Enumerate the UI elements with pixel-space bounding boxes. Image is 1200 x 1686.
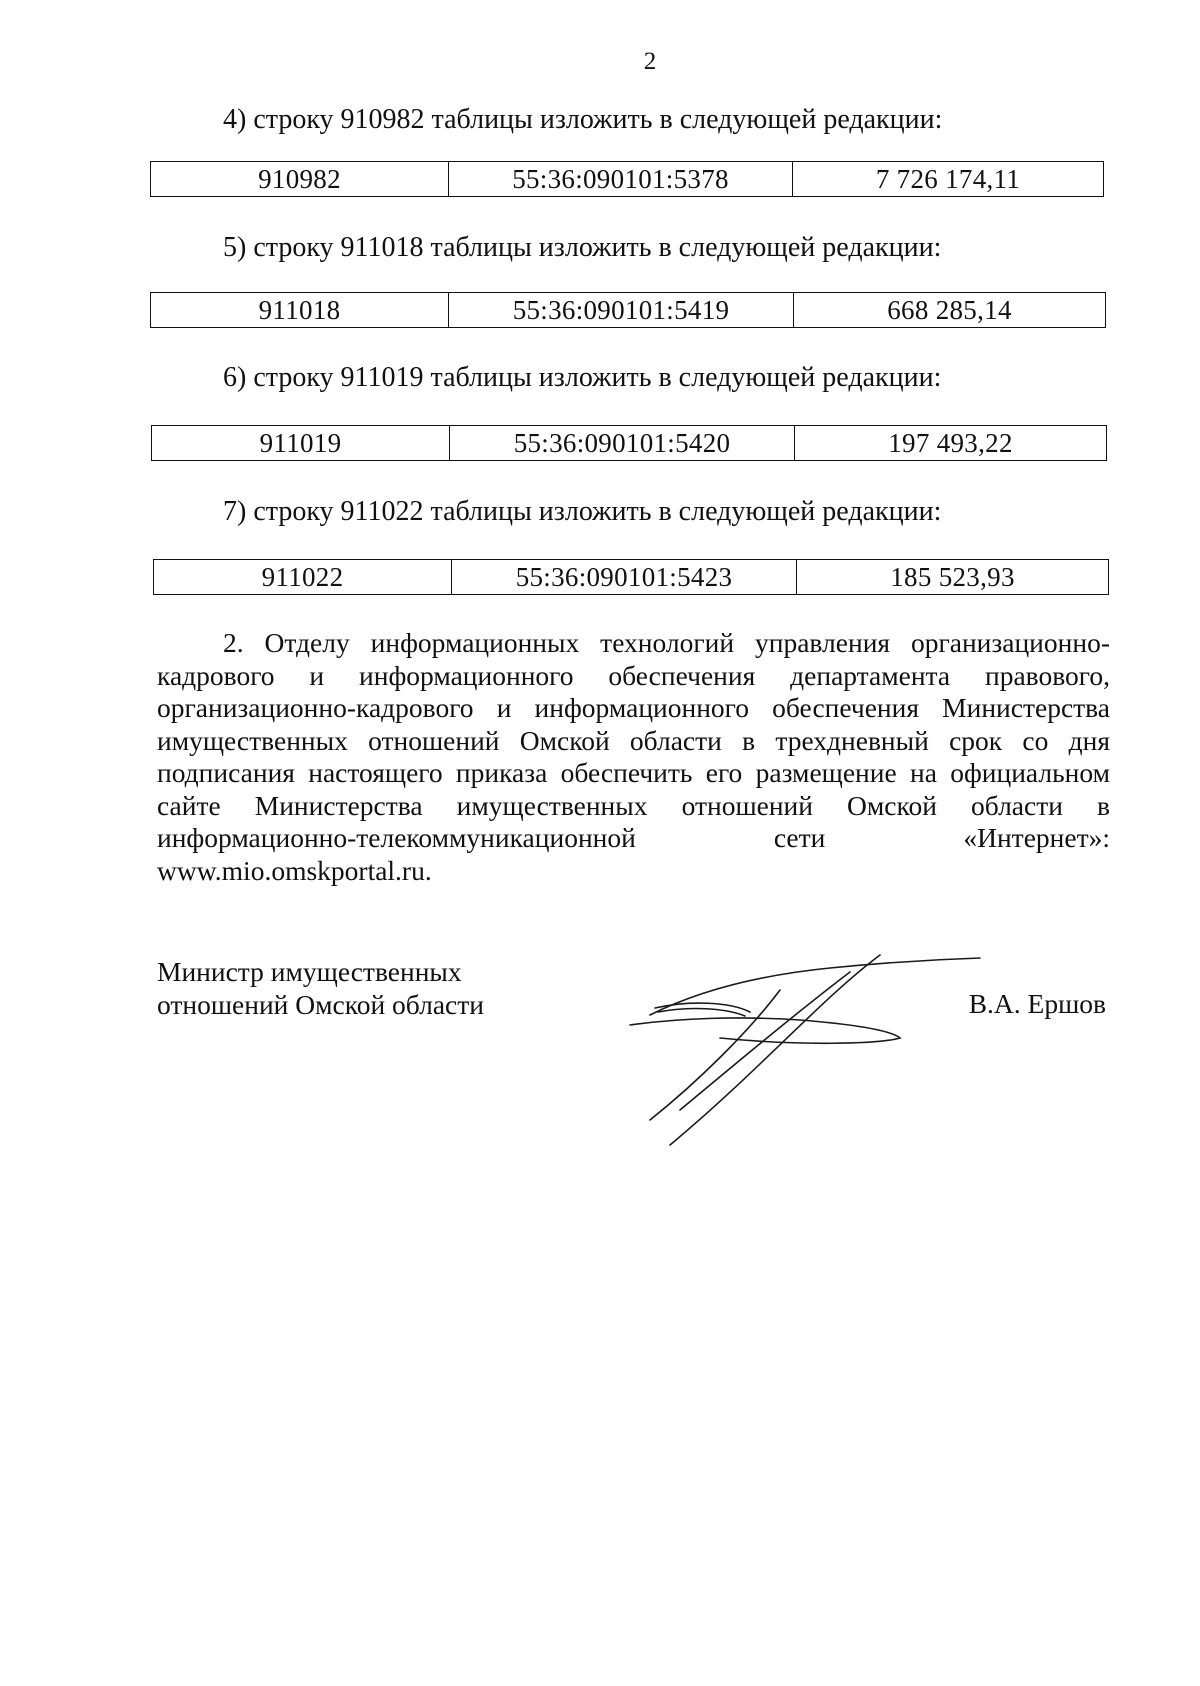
table-cell-value: 7 726 174,11 <box>793 162 1104 197</box>
table-cell-code: 910982 <box>151 162 449 197</box>
table-row <box>152 426 1107 461</box>
table-cell-cadastral-number: 55:36:090101:5423 <box>452 560 797 595</box>
table-row <box>154 560 1109 595</box>
paragraph-2: 2. Отделу информационных технологий управления организационно-кадрового и информационного обеспечения департамента правового, организационно-кадрового и информационного обеспечения Министерства имущественных отношений Омской области в трехдневный срок со дня подписания настоящего приказа обеспечить его размещение на официальном сайте Министерства имущественных отношений Омской области в информационно-телекоммуникационной сети «Интернет»: www.mio.omskportal.ru. <box>157 627 1110 886</box>
amendment-instruction: 6) строку 911019 таблицы изложить в следующей редакции: <box>223 362 942 393</box>
table-cell-code: 911019 <box>152 426 450 461</box>
amendment-table <box>150 292 1106 328</box>
table-cell-cadastral-number: 55:36:090101:5419 <box>449 293 794 328</box>
table-cell-cadastral-number: 55:36:090101:5378 <box>449 162 793 197</box>
amendment-table <box>150 161 1104 197</box>
table-cell-cadastral-number: 55:36:090101:5420 <box>450 426 795 461</box>
handwritten-signature <box>620 920 1000 1150</box>
amendment-instruction: 4) строку 910982 таблицы изложить в следующей редакции: <box>223 104 943 135</box>
table-cell-value: 197 493,22 <box>795 426 1107 461</box>
signer-title-line: Министр имущественных <box>157 956 462 987</box>
table-cell-code: 911018 <box>151 293 449 328</box>
table-cell-code: 911022 <box>154 560 452 595</box>
signer-name: В.А. Ершов <box>968 988 1106 1019</box>
amendment-instruction: 7) строку 911022 таблицы изложить в следующей редакции: <box>223 496 942 527</box>
table-row <box>151 293 1106 328</box>
table-cell-value: 668 285,14 <box>794 293 1106 328</box>
table-cell-value: 185 523,93 <box>797 560 1109 595</box>
amendment-table <box>151 425 1107 461</box>
page-number: 2 <box>643 48 657 75</box>
signer-title <box>157 955 484 1021</box>
amendment-table <box>153 559 1109 595</box>
table-row <box>151 162 1104 197</box>
signer-title-line: отношений Омской области <box>157 989 484 1020</box>
amendment-instruction: 5) строку 911018 таблицы изложить в следующей редакции: <box>223 232 942 263</box>
